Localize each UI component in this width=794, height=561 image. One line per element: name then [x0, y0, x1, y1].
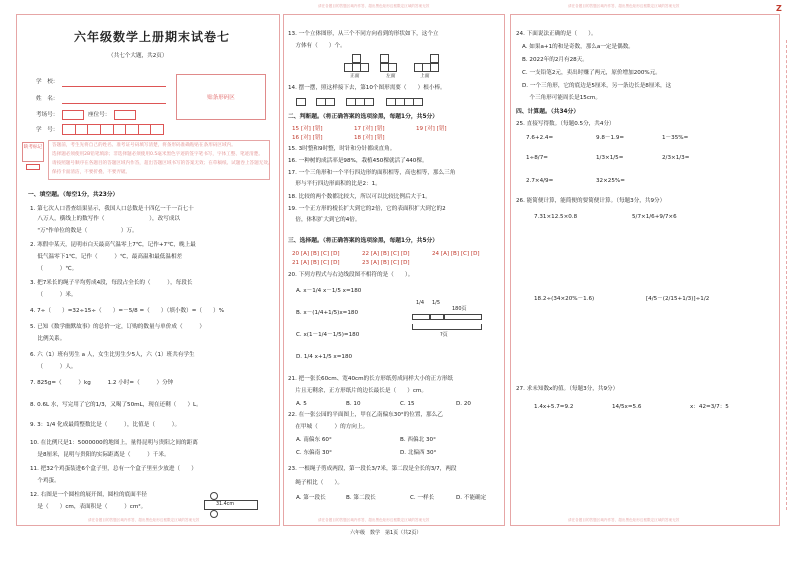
- student-no-boxes[interactable]: [62, 124, 164, 135]
- q21-option-a: A. 5: [296, 401, 307, 407]
- bottom-hint-left: 请在各题目的答题区域内作答，超出黑色矩形边框限定区域的答案无效: [88, 518, 200, 522]
- section-4-heading: 四、计算题。（共34分）: [516, 109, 580, 115]
- q23-option-a: A. 第一段长: [296, 495, 326, 501]
- bubble-24[interactable]: 24 [A] [B] [C] [D]: [432, 251, 480, 257]
- segment-divider-1: [429, 314, 431, 320]
- q25-item-2: 9.8－1.9=: [596, 135, 625, 141]
- q9-line: 9. 3：1/4 化成最简整数比是（ ），比值是（ ）。: [30, 422, 181, 428]
- seat-no-field[interactable]: [114, 110, 136, 120]
- q24-line: 24. 下面说法正确的是（ ）。: [516, 31, 597, 37]
- segment-label-total: ?页: [440, 332, 448, 338]
- bubble-19[interactable]: 19 [对] [错]: [416, 126, 447, 132]
- q8-line: 8. 0.6L 水，写完用了它的1/3，又喝了50mL，现在还剩（ ）L。: [30, 402, 202, 408]
- q26-item-3: 18.2÷(34×20%－1.6): [534, 296, 595, 302]
- absent-mark-label: 缺考标记: [22, 142, 44, 162]
- q11-line-2: 个鸡蛋。: [30, 478, 60, 484]
- q12-line-1: 12. 右图是一个圆柱的展开图，圆柱的底面半径: [30, 492, 147, 498]
- q20-line: 20. 下列方程式与右边线段图不相符的是（ ）。: [288, 272, 414, 278]
- q3-line-2: （ ）米。: [30, 292, 77, 298]
- q23-line-1: 23. 一根绳子剪成两段，第一段长3/7米，第二段是全长的3/7，两段: [288, 466, 457, 472]
- q24-option-b: B. 2022年的2月有28天。: [522, 57, 588, 63]
- notice-line-4: 保持卡面清洁，不要折叠、不要弄破。: [52, 170, 131, 175]
- view-label-left: 左面: [386, 74, 396, 79]
- column-3-frame: [510, 14, 780, 526]
- q13-line-1: 13. 一个立体图形，从三个不同方向看到的形状如下，这个立: [288, 31, 439, 37]
- q20-option-c: C. x(1－1/4－1/5)=180: [296, 332, 360, 338]
- cylinder-bottom-circle: [210, 510, 218, 518]
- q14-line: 14. 摆一摆，照这样接下去，第10个图形需要（ ）根小棒。: [288, 85, 446, 91]
- q16-line: 16. 一种树的成活率是98%，栽植450棵就活了440棵。: [288, 158, 428, 164]
- segment-diagram: [410, 300, 490, 346]
- q17-line-1: 17. 一个三角形和一个平行四边形的面积相等，高也相等，那么三角: [288, 170, 456, 176]
- q26-line: 26. 能简便计算，能简便的要简便计算。（每题3分，共9分）: [516, 198, 666, 204]
- cylinder-length-label: 31.4cm: [216, 502, 234, 507]
- q27-line: 27. 求未知数x的值。（每题3分，共9分）: [516, 386, 619, 392]
- segment-divider-2: [443, 314, 445, 320]
- bubble-23[interactable]: 23 [A] [B] [C] [D]: [362, 260, 410, 266]
- corner-mark: Z: [776, 4, 782, 13]
- notice-line-1: 答题前，考生先将自己的姓名、准考证号码填写清楚，将条形码准确粘贴在条形码区域内。: [52, 143, 236, 148]
- q21-option-b: B. 10: [346, 401, 361, 407]
- q2-line-3: （ ）℃。: [30, 266, 78, 272]
- q27-item-3: x：42=3/7：5: [690, 404, 729, 410]
- page-footer: 六年级 数学 第1页（共2页）: [350, 530, 422, 536]
- q21-option-d: D. 20: [456, 401, 471, 407]
- q24-option-d-2: 个三角形可能周长是15cm。: [522, 95, 601, 101]
- q5-line-1: 5. 已知《数学幽默故事》的总价一定，订购的数量与单价成（ ）: [30, 324, 205, 330]
- exam-no-field[interactable]: [62, 110, 84, 120]
- front-view-figure: [344, 54, 370, 72]
- q1-line-1: 1. 第七次人口普查结果显示，我国人口总数是十四亿一千一百七十: [30, 206, 194, 212]
- bubble-18[interactable]: 18 [对] [错]: [354, 135, 385, 141]
- name-field[interactable]: [62, 103, 166, 104]
- section-3-heading: 三、选择题。（将正确答案的选项涂黑，每题1分，共5分）: [288, 238, 439, 244]
- q25-item-5: 1/3×1/5=: [596, 155, 624, 161]
- binding-line: [786, 40, 787, 510]
- q23-option-c: C. 一样长: [410, 495, 435, 501]
- q27-item-1: 1.4x+5.7=9.2: [534, 404, 574, 410]
- top-hint-center: 请在各题目的答题区域内作答，超出黑色矩形边框限定区域的答案无效: [318, 4, 430, 8]
- notice-line-2: 选择题必须使用2B铅笔填涂；非选择题必须使用0.5毫米黑色字迹的签字笔书写，字体工整、笔迹清楚。: [52, 152, 263, 157]
- q15-line: 15. 3时整和9时整，时针和分针都成直角。: [288, 146, 396, 152]
- segment-label-fifth: 1/5: [432, 300, 441, 306]
- q18-line: 18. 比较的两个数都比较大，所以可以比较比例后大于1。: [288, 194, 431, 200]
- absent-mark-box[interactable]: [26, 164, 40, 170]
- q12-line-2: 是（ ）cm，表面积是（ ）cm²。: [30, 504, 147, 510]
- q1-line-2: 八万人，横线上的数写作（ ），改写成以: [30, 216, 181, 222]
- q27-item-2: 14/5x=5.6: [612, 404, 642, 410]
- segment-bar: [412, 314, 482, 320]
- q10-line-1: 10. 在比例尺是1：5000000的地图上，量得昆明与贵阳之间的距离: [30, 440, 198, 446]
- q21-line-1: 21. 把一张长60cm、宽40cm的长方形纸剪成同样大小的正方形纸: [288, 376, 454, 382]
- notice-line-3: 请按照题号顺序在各题目的答题区域内作答，超出答题区域书写的答案无效；在草稿纸、试题卷上答题无效。: [52, 161, 273, 166]
- bottom-hint-right: 请在各题目的答题区域内作答，超出黑色矩形边框限定区域的答案无效: [568, 518, 680, 522]
- q6-line-1: 6. 六（1）班有男生 a 人，女生比男生少5人，六（1）班共有学生: [30, 352, 195, 358]
- view-label-top: 上面: [420, 74, 430, 79]
- q25-item-4: 1÷8/7=: [526, 155, 548, 161]
- barcode-seal-area: 贴条形码区: [176, 74, 266, 120]
- bottom-hint-center: 请在各题目的答题区域内作答，超出黑色矩形边框限定区域的答案无效: [318, 518, 430, 522]
- cylinder-top-circle: [210, 492, 218, 500]
- q5-line-2: 比例关系。: [30, 336, 66, 342]
- q6-line-2: （ ）人。: [30, 364, 77, 370]
- q3-line-1: 3. 把7米长的绳子平均剪成4段，每段占全长的（ ），每段长: [30, 280, 193, 286]
- page-title: 六年级数学上册期末试卷七: [74, 30, 231, 44]
- q4-line: 4. 7÷（ ）=32÷15÷（ ）=－5/8 =（ ）（填小数）=（ ）%: [30, 308, 225, 314]
- q23-option-b: B. 第二段长: [346, 495, 376, 501]
- q20-option-b: B. x－(1/4+1/5)x=180: [296, 310, 359, 316]
- seat-no-label: 座位号：: [88, 112, 111, 118]
- name-label: 姓 名：: [36, 96, 59, 102]
- q20-option-a: A. x－1/4 x－1/5 x=180: [296, 288, 362, 294]
- q21-option-c: C. 15: [400, 401, 415, 407]
- q25-item-3: 1－35%=: [662, 135, 689, 141]
- stick-pattern-figure: [296, 98, 436, 108]
- q10-line-2: 是8厘米，昆明与贵阳的实际距离是（ ）千米。: [30, 452, 170, 458]
- q25-item-1: 7.6+2.4=: [526, 135, 554, 141]
- q25-item-8: 32×25%=: [596, 178, 625, 184]
- q24-option-c: C. 一支铅笔2元，卖出时赚了两元，原价增加200%元。: [522, 70, 661, 76]
- segment-label-quarter: 1/4: [416, 300, 425, 306]
- q26-item-4: [4/5－(2/15+1/3)]÷1/2: [646, 296, 710, 302]
- bubble-22[interactable]: 22 [A] [B] [C] [D]: [362, 251, 410, 257]
- segment-brace: [412, 324, 482, 330]
- bubble-16[interactable]: 16 [对] [错]: [292, 135, 323, 141]
- q2-line-1: 2. 寒假中某天，昆明市白天最高气温零上7℃，记作+7℃，晚上最: [30, 242, 196, 248]
- top-hint-right: 请在各题目的答题区域内作答，超出黑色矩形边框限定区域的答案无效: [568, 4, 680, 8]
- q22-line-2: 在甲城（ ）的方向上。: [288, 424, 369, 430]
- q24-option-a: A. 如果a+1的和是奇数，那么a一定是偶数。: [522, 44, 634, 50]
- q20-option-d: D. 1/4 x+1/5 x=180: [296, 354, 353, 360]
- q23-option-d: D. 不能确定: [456, 495, 487, 501]
- section-2-heading: 二、判断题。（将正确答案的选项涂黑，每题1分，共5分）: [288, 114, 439, 120]
- q22-option-c: C. 东偏南 30°: [296, 450, 332, 456]
- exam-no-label: 考场号：: [36, 112, 59, 118]
- q26-item-1: 7.31×12.5×0.8: [534, 214, 578, 220]
- q7-line: 7. 825g=（ ）kg 1.2 小时=（ ）分钟: [30, 380, 174, 386]
- q1-line-3: "万"作单位的数是（ ）万。: [30, 228, 138, 234]
- q22-option-a: A. 南偏东 60°: [296, 437, 332, 443]
- segment-label-180: 180页: [452, 306, 467, 312]
- q11-line-1: 11. 把32个鸡蛋装进6个盒子里，总有一个盒子里至少放进（ ）: [30, 466, 197, 472]
- q19-line-1: 19. 一个正方形的棱长扩大到它的2倍，它的表面积扩大到它的2: [288, 206, 446, 212]
- q19-line-2: 倍，体积扩大到它的4倍。: [288, 217, 361, 223]
- bubble-17[interactable]: 17 [对] [错]: [354, 126, 385, 132]
- section-1-heading: 一、填空题。（每空1分，共23分）: [28, 192, 119, 198]
- q24-option-d-1: D. 一个三角形，它的底边是5厘米，另一条边长是8厘米，这: [522, 83, 672, 89]
- q25-item-6: 2/3×1/3=: [662, 155, 690, 161]
- q2-line-2: 低气温零下1℃，记作（ ）℃，最高温和最低温相差: [30, 254, 183, 260]
- bubble-15[interactable]: 15 [对] [错]: [292, 126, 323, 132]
- school-field[interactable]: [62, 86, 166, 87]
- school-label: 学 校：: [36, 79, 59, 85]
- q25-line: 25. 直接写得数。（每题0.5分，共4分）: [516, 121, 615, 127]
- q25-item-7: 2.7×4/9=: [526, 178, 554, 184]
- view-label-front: 正面: [350, 74, 360, 79]
- q23-line-2: 绳子相比（ ）。: [288, 480, 343, 486]
- page-subtitle: （共七个大题，共2页）: [108, 53, 168, 59]
- student-no-label: 学 号：: [36, 127, 59, 133]
- q22-option-b: B. 西偏北 30°: [400, 437, 436, 443]
- q26-item-2: 5/7×1/6+9/7×6: [632, 214, 677, 220]
- q13-line-2: 方体有（ ）个。: [288, 43, 346, 49]
- q22-line-1: 22. 在一张公园的平面图上，甲在乙南偏东30°的位置，那么乙: [288, 412, 443, 418]
- top-view-figure: [414, 54, 440, 72]
- bubble-21[interactable]: 21 [A] [B] [C] [D]: [292, 260, 340, 266]
- q22-option-d: D. 北偏西 30°: [400, 450, 437, 456]
- q17-line-2: 形与平行四边形面积的比是2：1。: [288, 181, 381, 187]
- left-view-figure: [380, 54, 406, 72]
- bubble-20[interactable]: 20 [A] [B] [C] [D]: [292, 251, 340, 257]
- q21-line-2: 片且无剩余，正方形纸片的边长最长是（ ）cm。: [288, 388, 427, 394]
